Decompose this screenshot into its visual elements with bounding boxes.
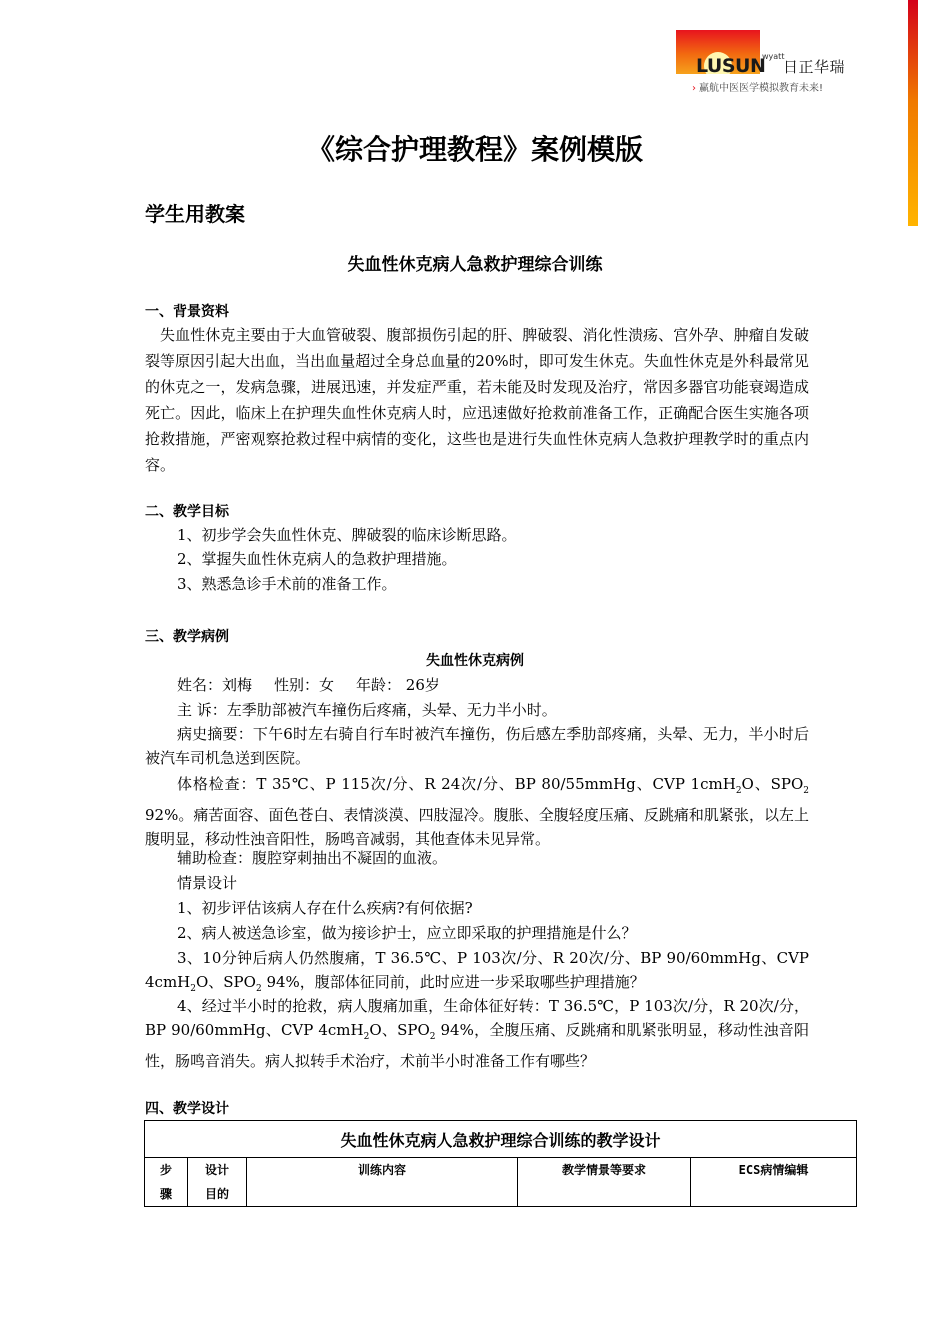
header-step xyxy=(145,1158,188,1207)
chief-complaint: 主 诉：左季肋部被汽车撞伤后疼痛，头晕、无力半小时。 xyxy=(177,701,557,719)
header-content: 训练内容 xyxy=(247,1158,518,1207)
question-4 xyxy=(145,994,809,1073)
question-3-part-c: 94%，腹部体征同前，此时应进一步采取哪些护理措施？ xyxy=(261,973,645,991)
table-caption: 失血性休克病人急救护理综合训练的教学设计 xyxy=(145,1121,857,1158)
case-title: 失血性休克病例 xyxy=(426,653,524,669)
logo-brand: LUSUN xyxy=(696,55,766,77)
section-1-title: 一、背景资料 xyxy=(145,304,229,320)
question-3-part-b: O、SPO xyxy=(195,973,256,991)
section-2-title: 二、教学目标 xyxy=(145,504,229,520)
subscript: 2 xyxy=(363,1032,370,1042)
section-3-title: 三、教学病例 xyxy=(145,629,229,645)
header-step-line-1: 步 xyxy=(159,1163,172,1177)
auxiliary-exam: 辅助检查：腹腔穿刺抽出不凝固的血液。 xyxy=(177,849,448,867)
subscript: 2 xyxy=(803,786,809,796)
page-subtitle: 学生用教案 xyxy=(145,202,245,226)
question-1: 1、初步评估该病人存在什么疾病?有何依据? xyxy=(177,899,473,917)
logo-slogan xyxy=(692,79,823,94)
history-summary: 病史摘要：下午6时左右骑自行车时被汽车撞伤，伤后感左季肋部疼痛，头晕、无力，半小时后被汽车司机急送到医院。 xyxy=(145,725,809,767)
physical-exam-part-a: 体格检查：T 35℃、P 115次/分、R 24次/分、BP 80/55mmHg、CVP 1cmH xyxy=(177,775,736,793)
teaching-design-table xyxy=(144,1120,857,1207)
patient-sex: 性别：女 xyxy=(274,676,335,694)
page-title: 《综合护理教程》案例模版 xyxy=(306,133,643,166)
question-3-part-a: 3、10分钟后病人仍然腹痛，T 36.5℃、P 103次/分、R 20次/分、BP 90/60mmHg、CVP 4cmH xyxy=(145,949,809,991)
patient-info xyxy=(145,673,809,697)
question-4-part-a: 4、经过半小时的抢救，病人腹痛加重，生命体征好转：T 36.5℃，P 103次/分，R 20次/分，BP 90/60mmHg、CVP 4cmH xyxy=(145,997,809,1039)
question-4-part-c: 94%，全腹压痛、反跳痛和肌紧张明显，移动性浊音阳性，肠鸣音消失。病人拟转手术治疗，术前半小时准备工作有哪些？ xyxy=(145,1021,809,1070)
physical-exam-part-c: 92%。痛苦面容、面色苍白、表情淡漠、四肢湿冷。腹胀、全腹轻度压痛、反跳痛和肌紧张，以左上腹明显，移动性浊音阳性，肠鸣音减弱，其他查体未见异常。 xyxy=(145,806,809,848)
document-heading: 失血性休克病人急救护理综合训练 xyxy=(347,255,603,275)
subscript: 2 xyxy=(735,786,742,796)
physical-exam xyxy=(145,772,809,851)
goal-item-3: 3、熟悉急诊手术前的准备工作。 xyxy=(177,575,397,593)
patient-age: 年龄： 26岁 xyxy=(356,676,440,694)
scenario-design: 情景设计 xyxy=(177,874,238,892)
decorative-side-bar xyxy=(908,0,918,226)
company-logo xyxy=(676,30,896,94)
patient-name: 姓名：刘梅 xyxy=(177,676,253,694)
question-2: 2、病人被送急诊室，做为接诊护士，应立即采取的护理措施是什么？ xyxy=(177,924,637,942)
header-purpose-line-2: 目的 xyxy=(204,1187,229,1201)
header-purpose-line-1: 设计 xyxy=(204,1163,229,1177)
header-purpose xyxy=(188,1158,247,1207)
question-3 xyxy=(145,946,809,1001)
subscript: 2 xyxy=(255,984,262,994)
header-ecs: ECS病情编辑 xyxy=(691,1158,857,1207)
section-4-title: 四、教学设计 xyxy=(145,1101,229,1117)
logo-slogan-text: 赢航中医医学模拟教育未来! xyxy=(699,83,824,94)
arrow-icon: › xyxy=(692,83,696,94)
physical-exam-part-b: O、SPO xyxy=(741,775,804,793)
logo-brand-cn: 日正华瑞 xyxy=(783,58,846,76)
logo-brand-sup: wyatt xyxy=(762,52,785,61)
subscript: 2 xyxy=(429,1032,436,1042)
header-step-line-2: 骤 xyxy=(159,1187,172,1201)
header-scene: 教学情景等要求 xyxy=(518,1158,691,1207)
goal-item-2: 2、掌握失血性休克病人的急救护理措施。 xyxy=(177,550,457,568)
goal-item-1: 1、初步学会失血性休克、脾破裂的临床诊断思路。 xyxy=(177,526,517,544)
section-1-text: 失血性休克主要由于大血管破裂、腹部损伤引起的肝、脾破裂、消化性溃疡、宫外孕、肿瘤自发破裂等原因引起大出血，当出血量超过全身总血量的20%时，即可发生休克。失血性休克是外科最常见的休克之一，发病急骤，进展迅速，并发症严重，若未能及时发现及治疗，常因多器官功能衰竭造成死亡。因此，临床上在护理失血性休克病人时，应迅速做好抢救前准备工作，正确配合医生实施各项抢救措施，严密观察抢救过程中病情的变化，这些也是进行失血性休克病人急救护理教学时的重点内容。 xyxy=(145,326,809,474)
question-4-part-b: O、SPO xyxy=(369,1021,430,1039)
subscript: 2 xyxy=(190,984,196,994)
